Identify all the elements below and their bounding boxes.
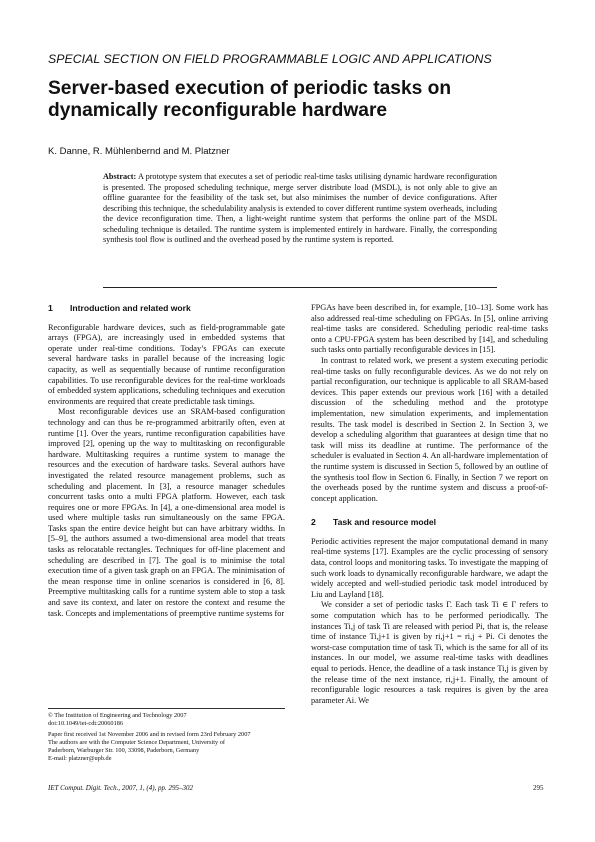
right-column: [311, 303, 548, 706]
section-1-paragraph-2: Most reconfigurable devices use an SRAM-based configuration technology and can thus be re-programmed arbitrarily often, even at runtime [1]. Over the years, runtime reconfiguration capabilities have improved [2], opening up the way to multitasking on reconfigurable hardware. Multitasking requires a runtime system to manage the resources and the execution of hardware tasks. Several authors have investigated the related resource management problems, such as scheduling and placement. In [3], a resource manager schedules concurrent tasks onto a multi FPGA platform. However, each task requires one or more FPGAs. In [4], a one-dimensional area model is used where multiple tasks run simultaneously on the same FPGA. Tasks span the entire device height but can have arbitrary widths. In [5–9], the authors assumed a two-dimensional area model that treats tasks as relocatable rectangles. Techniques for off-line placement and scheduling are described in [7]. The goal is to minimise the total execution time of a given task graph on an FPGA. The minimisation of the mean response time in online scenarios is considered in [6, 8]. Preemptive multitasking calls for a runtime system able to stop a task and save its context, and later on restore the context and resume the task. Concepts and implementations of preemptive runtime systems for: [48, 407, 285, 618]
journal-reference: IET Comput. Digit. Tech., 2007, 1, (4), pp. 295–302: [48, 784, 194, 792]
section-1-paragraph-3: FPGAs have been described in, for example, [10–13]. Some work has also addressed real-time scheduling on FPGAs. In [5], online arriving real-time tasks are considered. Scheduling periodic real-time tasks onto a CPU-FPGA system has been described by [14], and scheduling such tasks onto partially reconfigurable devices in [15].: [311, 303, 548, 355]
section-1-paragraph-4: In contrast to related work, we present a system executing periodic real-time tasks on fully reconfigurable devices. As we do not rely on partial reconfiguration, our technique is applicable to all SRAM-based devices. This paper extends our previous work [16] with a detailed discussion of the scheduling method and the prototype implementation, new simulation experiments, and implementation results. The task model is described in Section 2. In Section 3, we develop a scheduling algorithm that guarantees at design time that no task will miss its deadline at runtime. The performance of the scheduler is evaluated in Section 4. An all-hardware implementation of the runtime system is discussed in Section 5, followed by an outline of the synthesis tool flow in Section 6. Finally, in Section 7 we report on the overheads posed by the runtime system and discuss a proof-of-concept application.: [311, 355, 548, 503]
email: E-mail: platzner@upb.de: [48, 755, 112, 763]
affiliation-line-2: Paderborn, Warburger Str. 100, 33098, Paderborn, Germany: [48, 747, 200, 755]
section-1-heading: [48, 303, 285, 314]
section-2-heading: [311, 517, 548, 528]
paper-title: Server-based execution of periodic tasks on dynamically reconfigurable hardware: [48, 78, 452, 121]
section-2-paragraph-1: Periodic activities represent the major computational demand in many real-time systems [17]. Examples are the cyclic processing of sensory data, control loops and monitoring tasks. To investigate the mapping of such work loads to dynamically reconfigurable hardware, we adapt the widely accepted and well-studied periodic task model introduced by Liu and Layland [18].: [311, 536, 548, 599]
abstract-divider: [103, 287, 497, 288]
authors: K. Danne, R. Mühlenbernd and M. Platzner: [48, 146, 230, 157]
page-number: 295: [533, 784, 544, 792]
section-2-title: Task and resource model: [333, 517, 437, 528]
abstract: [103, 172, 497, 246]
received-note: Paper first received 1st November 2006 and in revised form 23rd February 2007: [48, 731, 251, 739]
abstract-label: Abstract:: [103, 172, 137, 181]
section-2-number: 2: [311, 517, 316, 528]
left-column: [48, 303, 285, 619]
section-2-paragraph-2: We consider a set of periodic tasks Γ. Each task Ti ∈ Γ refers to some computation which has to be performed periodically. The instances Ti,j of task Ti are released with period Pi, that is, the release time of instance Ti,j+1 is given by ri,j+1 = ri,j + Pi. Ci denotes the worst-case computation time of task Ti, which is the same for all of its instances. In our model, we assume real-time tasks with deadlines equal to periods. Hence, the deadline of a task instance Ti,j is given by the release time of the next instance, ri,j+1. Finally, the amount of reconfigurable logic resources a task requires is given by the area parameter Ai. We: [311, 600, 548, 705]
doi: doi:10.1049/iet-cdt:20060186: [48, 720, 124, 728]
section-1-paragraph-1: Reconfigurable hardware devices, such as field-programmable gate arrays (FPGA), are increasingly used in embedded systems that operate under real-time conditions. Today’s FPGAs can execute several hardware tasks in parallel because of the increasing logic capacity, as well as sequentially because of runtime reconfiguration capabilities. To use reconfigurable devices for the real-time workloads of embedded system applications, scheduling techniques and execution environments are required that create predictable task timings.: [48, 322, 285, 406]
affiliation-line-1: The authors are with the Computer Science Department, University of: [48, 739, 225, 747]
abstract-text: A prototype system that executes a set of periodic real-time tasks utilising dynamic hardware reconfiguration is presented. The proposed scheduling technique, merge server distribute load (MSDL), is not only able to give an offline guarantee for the feasibility of the task set, but also minimises the number of device configurations. After describing this technique, the schedulability analysis is extended to cover different runtime system overheads, including the device reconfiguration time. Then, a light-weight runtime system that performs the online part of the MSDL scheduling technique is detailed. The runtime system is implemented entirely in hardware. Finally, the corresponding synthesis tool flow is outlined and the overhead posed by the runtime system is reported.: [103, 172, 497, 245]
section-1-title: Introduction and related work: [70, 303, 191, 313]
section-1-number: 1: [48, 303, 53, 313]
footnotes: [48, 712, 285, 764]
footnote-divider: [48, 708, 285, 709]
copyright-note: © The Institution of Engineering and Technology 2007: [48, 712, 187, 719]
section-label: SPECIAL SECTION ON FIELD PROGRAMMABLE LOGIC AND APPLICATIONS: [48, 52, 492, 66]
